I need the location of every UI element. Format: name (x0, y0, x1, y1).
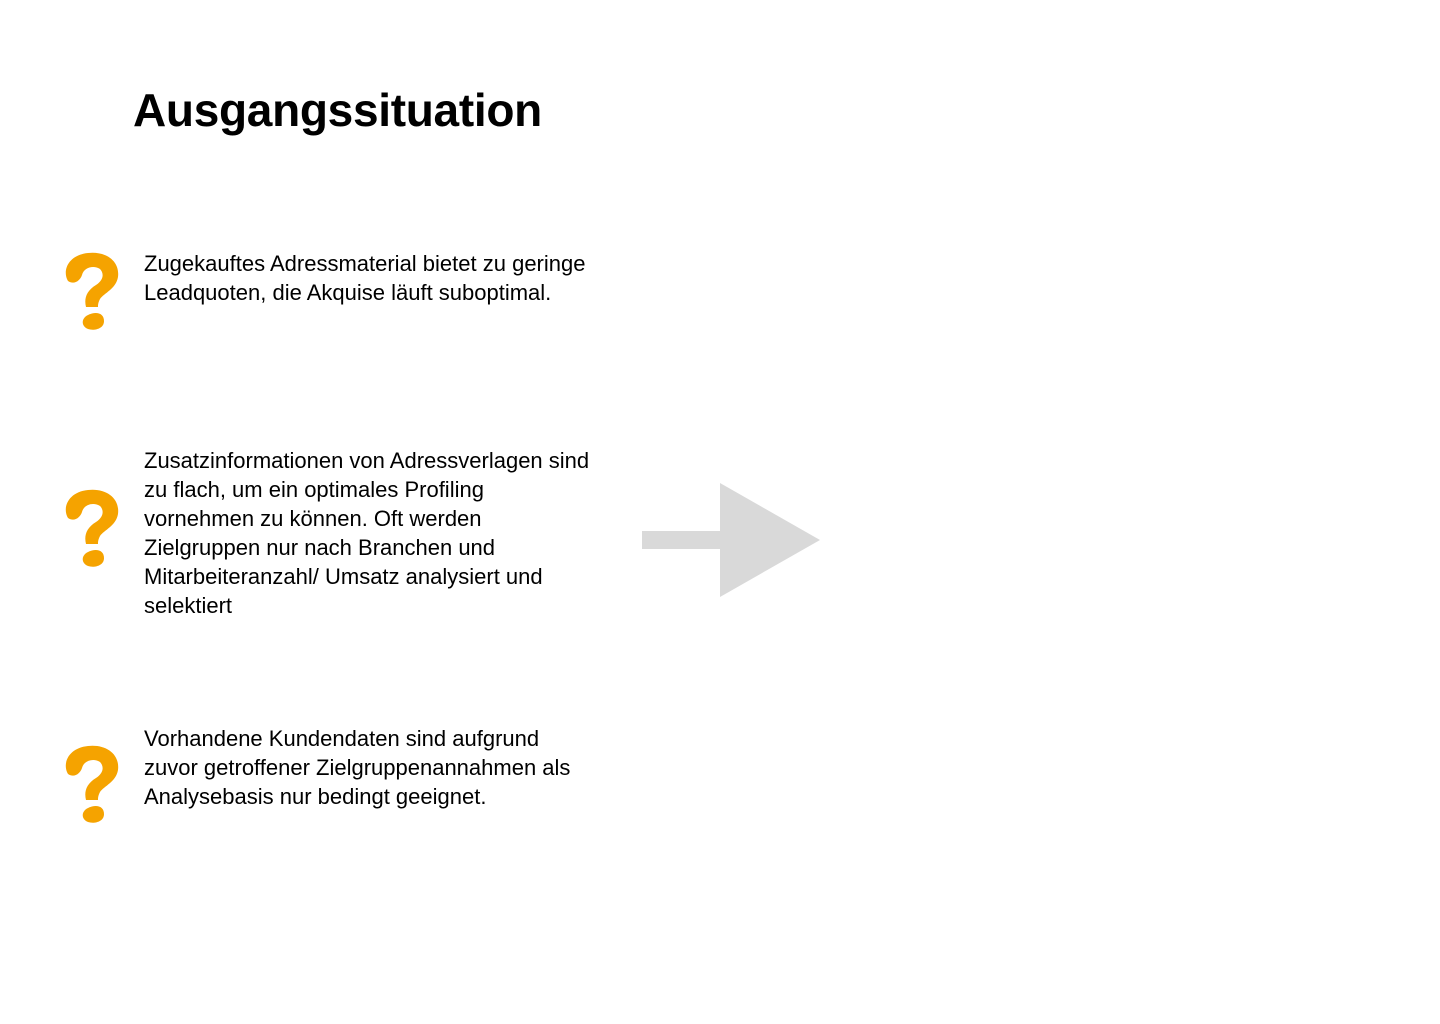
item-text: Vorhandene Kundendaten sind aufgrund zuvor getroffener Zielgruppenannahmen als Analysebasis nur bedingt geeignet. (144, 726, 571, 809)
question-mark-icon (60, 486, 124, 570)
arrow-right-icon (640, 481, 822, 599)
question-mark-icon (60, 742, 124, 826)
item-text: Zugekauftes Adressmaterial bietet zu geringe Leadquoten, die Akquise läuft suboptimal. (144, 251, 586, 305)
page-title: Ausgangssituation (133, 84, 542, 136)
item-text: Zusatzinformationen von Adressverlagen sind zu flach, um ein optimales Profiling vornehmen zu können. Oft werden Zielgruppen nur nach Branchen und Mitarbeiteranzahl/ Umsatz analysiert und selektiert (144, 448, 590, 618)
question-mark-icon (60, 249, 124, 333)
